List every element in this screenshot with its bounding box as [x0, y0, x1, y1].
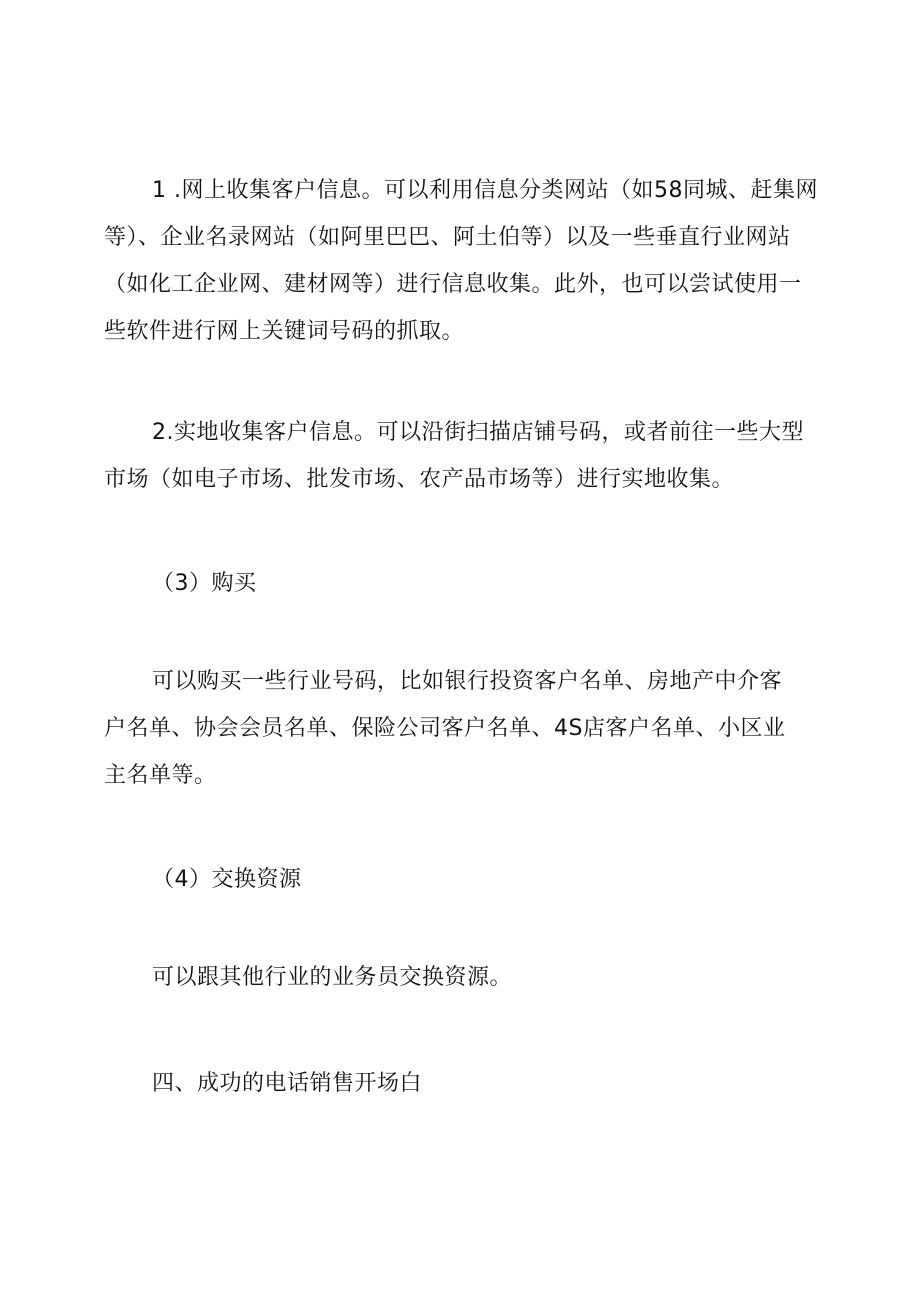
- paragraph-exchange: [104, 954, 824, 1001]
- paragraph-line: 可以跟其他行业的业务员交换资源。: [152, 965, 513, 990]
- paragraph-line: 主名单等。: [104, 763, 217, 788]
- paragraph-field-collection: [104, 409, 824, 503]
- paragraph-line: 2.实地收集客户信息。可以沿街扫描店铺号码，或者前往一些大型: [152, 420, 804, 445]
- paragraph-line: 等）、企业名录网站（如阿里巴巴、阿土伯等）以及一些垂直行业网站: [104, 225, 791, 250]
- paragraph-online-collection: [104, 167, 824, 355]
- chapter-heading-opening-lines: 四、成功的电话销售开场白: [152, 1071, 423, 1096]
- paragraph-line: 1 .网上收集客户信息。可以利用信息分类网站（如58同城、赶集网: [152, 178, 818, 203]
- paragraph-purchase: [104, 658, 824, 799]
- paragraph-line: （如化工企业网、建材网等）进行信息收集。此外，也可以尝试使用一: [104, 272, 802, 297]
- paragraph-line: 可以购买一些行业号码，比如银行投资客户名单、房地产中介客: [152, 669, 783, 694]
- paragraph-line: 些软件进行网上关键词号码的抓取。: [104, 319, 465, 344]
- paragraph-line: 户名单、协会会员名单、保险公司客户名单、4S店客户名单、小区业: [104, 716, 786, 741]
- section-heading-exchange: （4）交换资源: [152, 867, 302, 892]
- section-heading-purchase: （3）购买: [152, 571, 257, 596]
- paragraph-line: 市场（如电子市场、批发市场、农产品市场等）进行实地收集。: [104, 467, 735, 492]
